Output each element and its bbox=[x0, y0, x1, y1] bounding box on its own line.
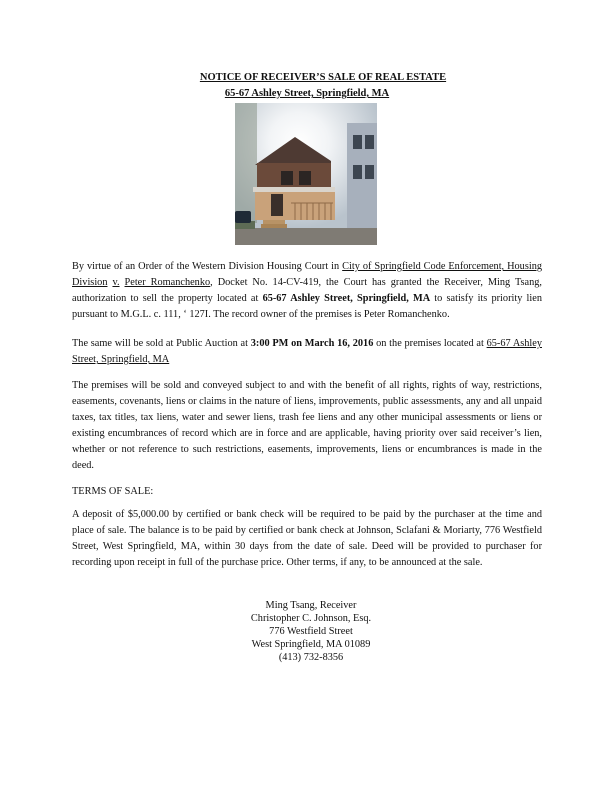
case-versus: v. bbox=[112, 277, 120, 288]
order-text-5: to satisfy its priority lien pursuant to M.G.L. c. 111, ‘ 127I. The record owner of the premises is Peter Romanchenko. bbox=[72, 293, 542, 320]
terms-heading: TERMS OF SALE: bbox=[72, 486, 154, 497]
case-plaintiff-link[interactable]: City of Springfield Code Enforcement, Housing Division bbox=[72, 261, 542, 288]
signature-city: West Springfield, MA 01089 bbox=[251, 639, 371, 650]
terms-paragraph: A deposit of $5,000.00 by certified or bank check will be required to be paid by the purchaser at the time and place of sale. The balance is to be paid by certified or bank check at Johnson, Sclafani & Moriarty, 776 Westfield Street, West Springfield, MA, within 30 days from the date of sale. Deed will be provided to purchaser for recording upon receipt in full of the purchase price. Other terms, if any, to be announced at the sale. bbox=[72, 509, 542, 568]
auction-address-link[interactable]: 65-67 Ashley Street, Springfield, MA bbox=[72, 338, 542, 365]
conveyance-paragraph: The premises will be sold and conveyed subject to and with the benefit of all rights, rights of way, restrictions, easements, covenants, liens or claims in the nature of liens, improvements, public assessments, any and all unpaid taxes, tax titles, tax liens, water and sewer liens, trash fee liens and any other municipal assessments or liens or existing encumbrances of record which are in force and are applicable, having priority over said receiver’s lien, whether or not reference to such restrictions, easements, improvements, liens or encumbrances is made in the deed. bbox=[72, 380, 542, 471]
auction-text-2: on the premises located at bbox=[373, 338, 487, 349]
signature-street: 776 Westfield Street bbox=[269, 626, 353, 637]
auction-paragraph bbox=[72, 336, 542, 368]
signature-attorney: Christopher C. Johnson, Esq. bbox=[250, 613, 372, 624]
house-image bbox=[235, 103, 377, 245]
case-defendant-link[interactable]: Peter Romanchenko bbox=[124, 277, 211, 288]
property-address-bold: 65-67 Ashley Street, Springfield, MA bbox=[262, 293, 431, 304]
signature-phone: (413) 732-8356 bbox=[278, 652, 344, 663]
property-photo bbox=[235, 103, 377, 245]
signature-block bbox=[0, 599, 612, 664]
order-text-4: , Docket No. 14-CV-419, the Court has granted the Receiver, Ming Tsang, authorization to sell the property located at bbox=[72, 277, 542, 304]
signature-receiver: Ming Tsang, Receiver bbox=[265, 600, 357, 611]
property-address-heading: 65-67 Ashley Street, Springfield, MA bbox=[224, 88, 390, 99]
auction-datetime: 3:00 PM on March 16, 2016 bbox=[250, 338, 374, 349]
order-text-1: By virtue of an Order of the Western Division Housing Court in bbox=[72, 261, 343, 272]
order-paragraph bbox=[72, 259, 542, 323]
notice-title: NOTICE OF RECEIVER’S SALE OF REAL ESTATE bbox=[199, 72, 447, 83]
auction-text-1: The same will be sold at Public Auction at bbox=[72, 338, 251, 349]
